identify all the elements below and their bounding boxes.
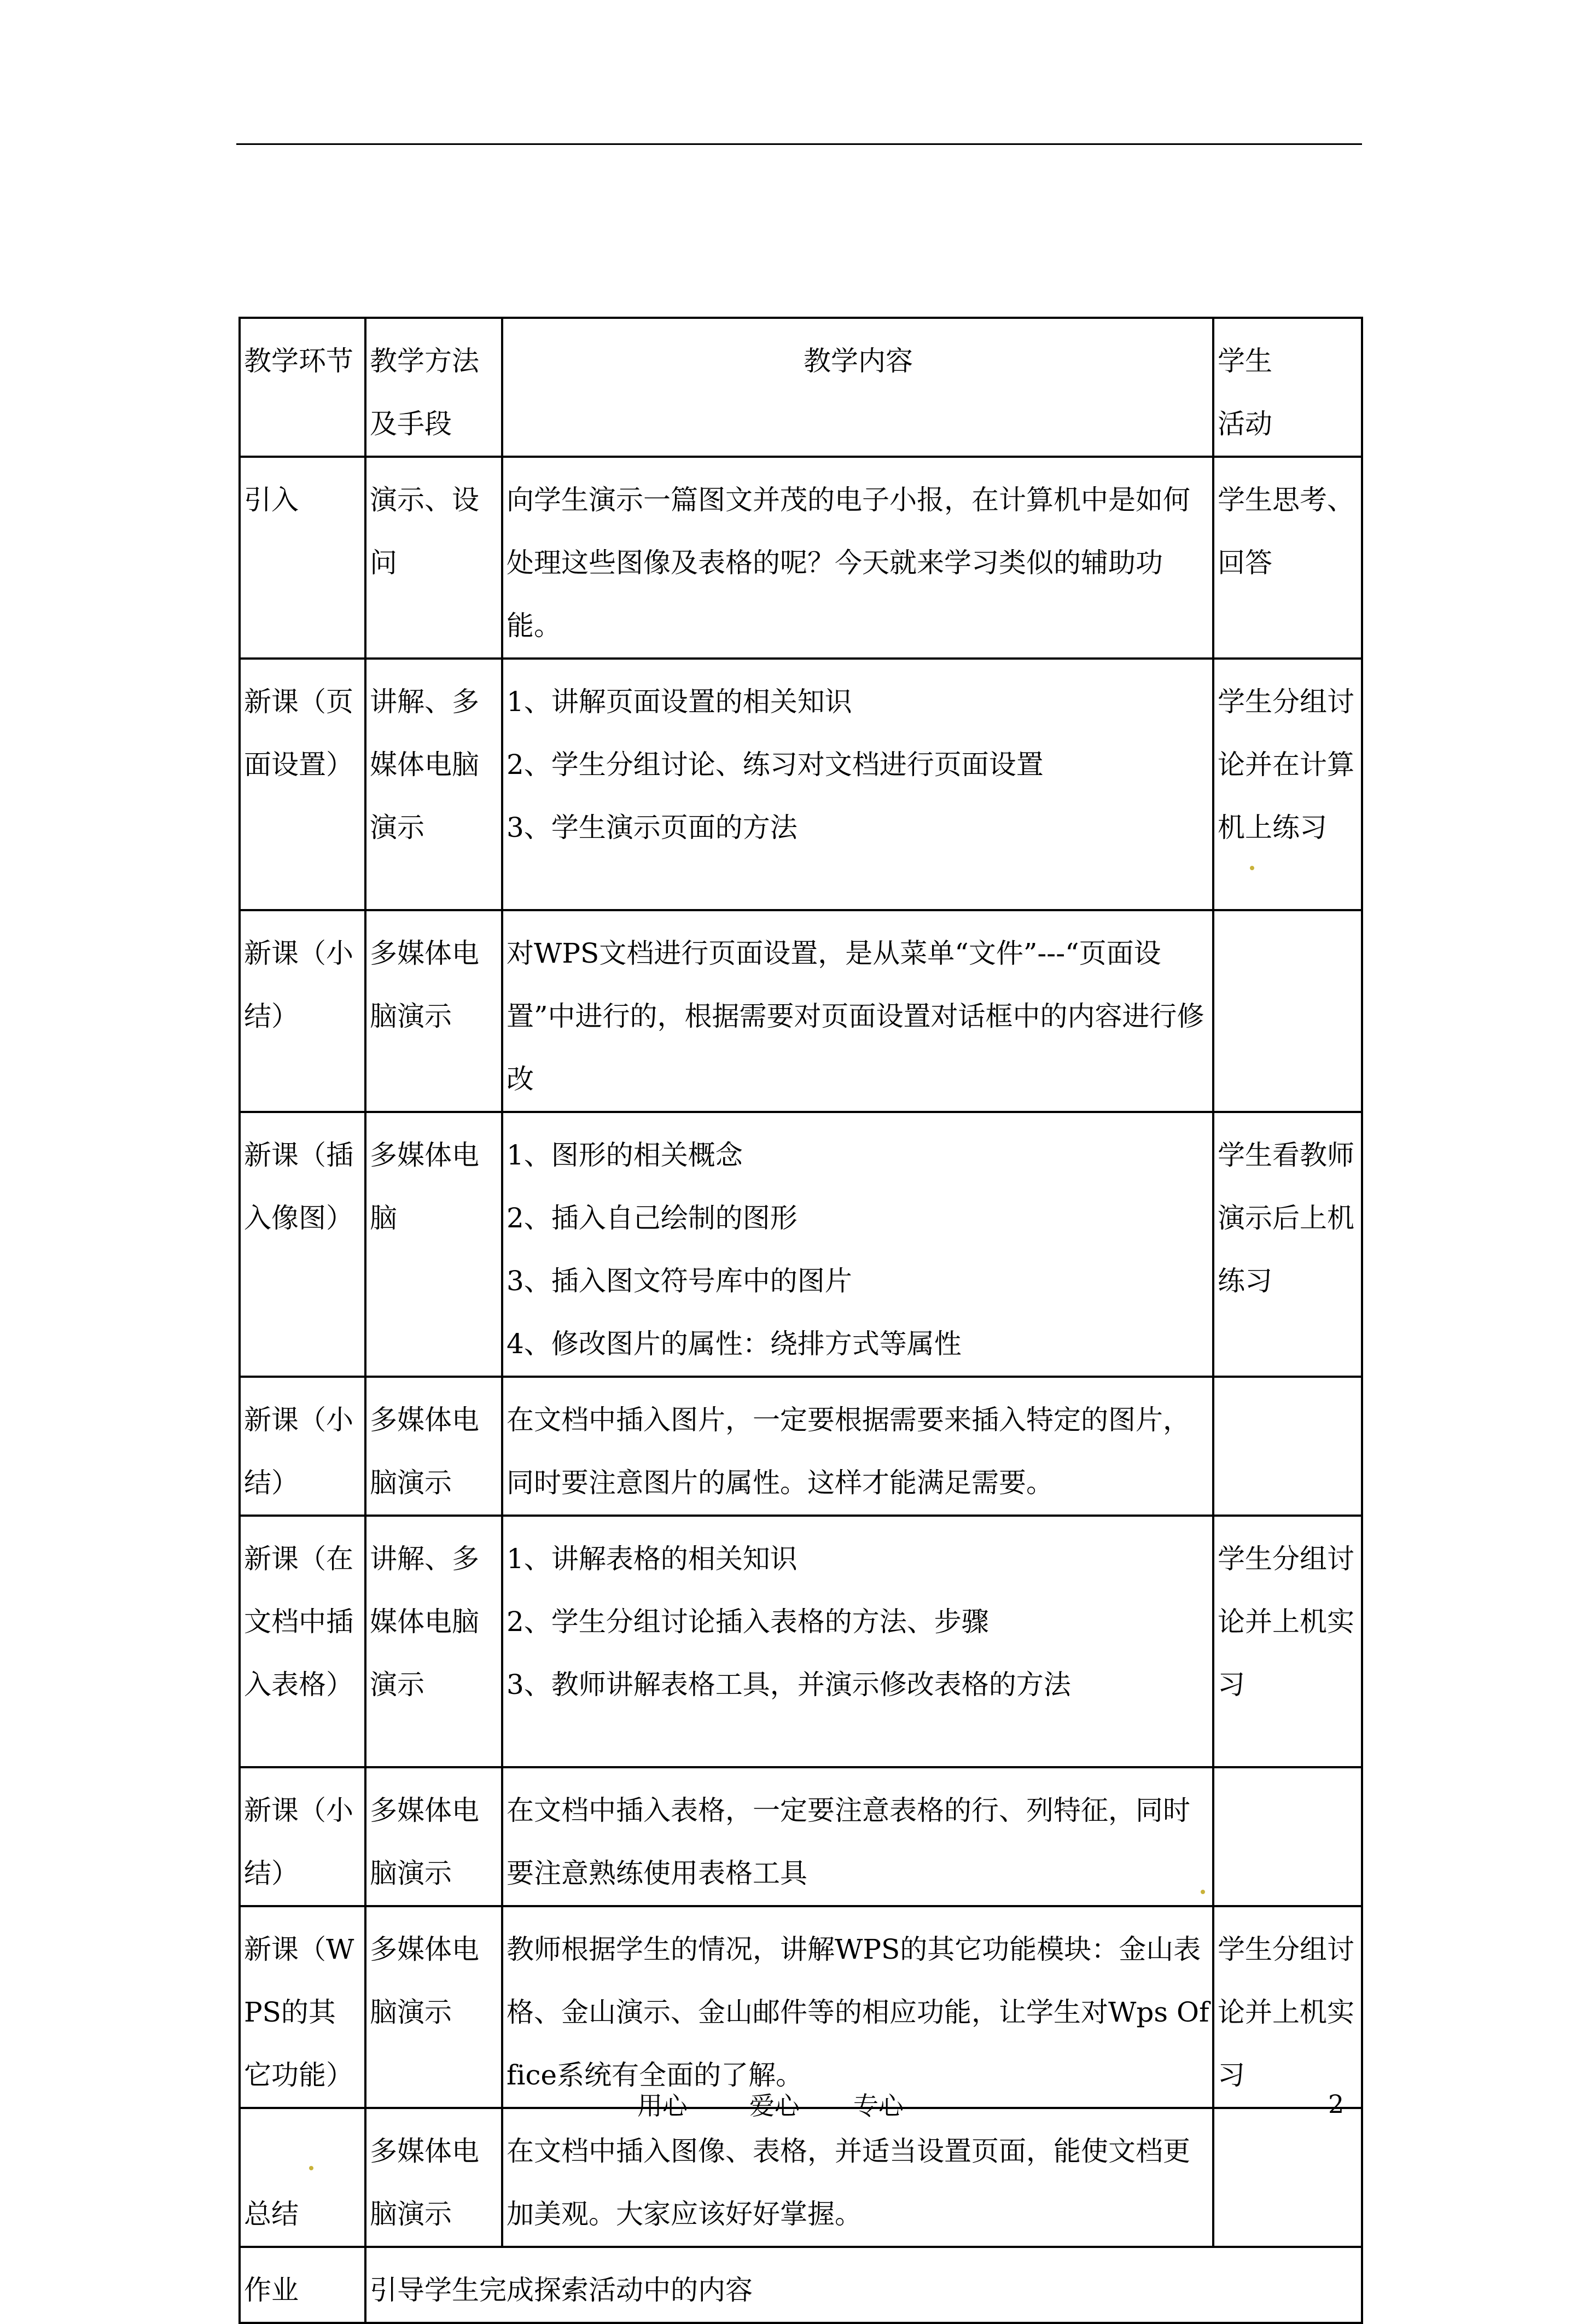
content-cell: 1、图形的相关概念 2、插入自己绘制的图形 3、插入图文符号库中的图片 4、修改图片的属性：绕排方式等属性 <box>502 1112 1213 1377</box>
stage-cell: 引入 <box>240 457 365 659</box>
method-cell: 讲解、多媒体电脑演示 <box>365 1516 502 1767</box>
stage-cell: 新课（小结） <box>240 910 365 1112</box>
method-cell: 讲解、多媒体电脑演示 <box>365 659 502 910</box>
stage-cell: 新课（小结） <box>240 1377 365 1516</box>
content-cell: 对WPS文档进行页面设置，是从菜单“文件”---“页面设置”中进行的，根据需要对页面设置对话框中的内容进行修改 <box>502 910 1213 1112</box>
lesson-plan-table <box>238 317 1363 2324</box>
speck-mark <box>1201 1890 1205 1894</box>
table-row <box>240 1906 1362 2108</box>
activity-cell: 学生分组讨论并在计算机上练习 <box>1213 659 1362 910</box>
table-row <box>240 457 1362 659</box>
method-cell: 多媒体电脑演示 <box>365 910 502 1112</box>
header-activity: 学生 活动 <box>1213 318 1362 457</box>
activity-cell: 学生分组讨论并上机实习 <box>1213 1516 1362 1767</box>
footer-word-2: 爱心 <box>749 2091 800 2121</box>
stage-cell: 新课（小结） <box>240 1767 365 1906</box>
stage-cell: 新课（页面设置） <box>240 659 365 910</box>
method-cell: 多媒体电脑演示 <box>365 1377 502 1516</box>
footer-word-1: 用心 <box>637 2091 688 2121</box>
header-rule <box>236 143 1362 145</box>
content-cell: 在文档中插入图片，一定要根据需要来插入特定的图片，同时要注意图片的属性。这样才能满足需要。 <box>502 1377 1213 1516</box>
content-cell: 1、讲解页面设置的相关知识 2、学生分组讨论、练习对文档进行页面设置 3、学生演示页面的方法 <box>502 659 1213 910</box>
activity-cell: 学生思考、回答 <box>1213 457 1362 659</box>
activity-cell <box>1213 1377 1362 1516</box>
stage-cell: 新课（插入像图） <box>240 1112 365 1377</box>
activity-cell <box>1213 910 1362 1112</box>
table-row <box>240 2247 1362 2323</box>
stage-cell: 总结 <box>240 2108 365 2247</box>
method-cell: 多媒体电脑演示 <box>365 1906 502 2108</box>
table-header-row <box>240 318 1362 457</box>
header-stage: 教学环节 <box>240 318 365 457</box>
content-cell: 在文档中插入图像、表格，并适当设置页面，能使文档更加美观。大家应该好好掌握。 <box>502 2108 1213 2247</box>
homework-cell: 引导学生完成探索活动中的内容 <box>365 2247 1362 2323</box>
table-row <box>240 2108 1362 2247</box>
table-row <box>240 1767 1362 1906</box>
content-cell: 教师根据学生的情况，讲解WPS的其它功能模块：金山表格、金山演示、金山邮件等的相应功能，让学生对Wps Office系统有全面的了解。 <box>502 1906 1213 2108</box>
header-content: 教学内容 <box>502 318 1213 457</box>
method-cell: 演示、设问 <box>365 457 502 659</box>
activity-cell <box>1213 1767 1362 1906</box>
speck-mark <box>309 2166 313 2170</box>
table-row <box>240 1112 1362 1377</box>
table-row <box>240 910 1362 1112</box>
content-cell: 向学生演示一篇图文并茂的电子小报，在计算机中是如何处理这些图像及表格的呢？今天就来学习类似的辅助功能。 <box>502 457 1213 659</box>
stage-cell: 新课（WPS的其它功能） <box>240 1906 365 2108</box>
activity-cell <box>1213 2108 1362 2247</box>
activity-cell: 学生看教师演示后上机练习 <box>1213 1112 1362 1377</box>
method-cell: 多媒体电脑演示 <box>365 2108 502 2247</box>
header-method: 教学方法 及手段 <box>365 318 502 457</box>
content-cell: 在文档中插入表格，一定要注意表格的行、列特征，同时要注意熟练使用表格工具 <box>502 1767 1213 1906</box>
table-row <box>240 1377 1362 1516</box>
page-number: 2 <box>1328 2089 1345 2119</box>
table-row <box>240 659 1362 910</box>
table-row <box>240 1516 1362 1767</box>
method-cell: 多媒体电脑 <box>365 1112 502 1377</box>
method-cell: 多媒体电脑演示 <box>365 1767 502 1906</box>
footer-word-3: 专心 <box>853 2091 904 2121</box>
stage-cell: 新课（在文档中插入表格） <box>240 1516 365 1767</box>
content-cell: 1、讲解表格的相关知识 2、学生分组讨论插入表格的方法、步骤 3、教师讲解表格工具，并演示修改表格的方法 <box>502 1516 1213 1767</box>
speck-mark <box>1250 866 1254 870</box>
stage-cell: 作业 <box>240 2247 365 2323</box>
activity-cell: 学生分组讨论并上机实习 <box>1213 1906 1362 2108</box>
